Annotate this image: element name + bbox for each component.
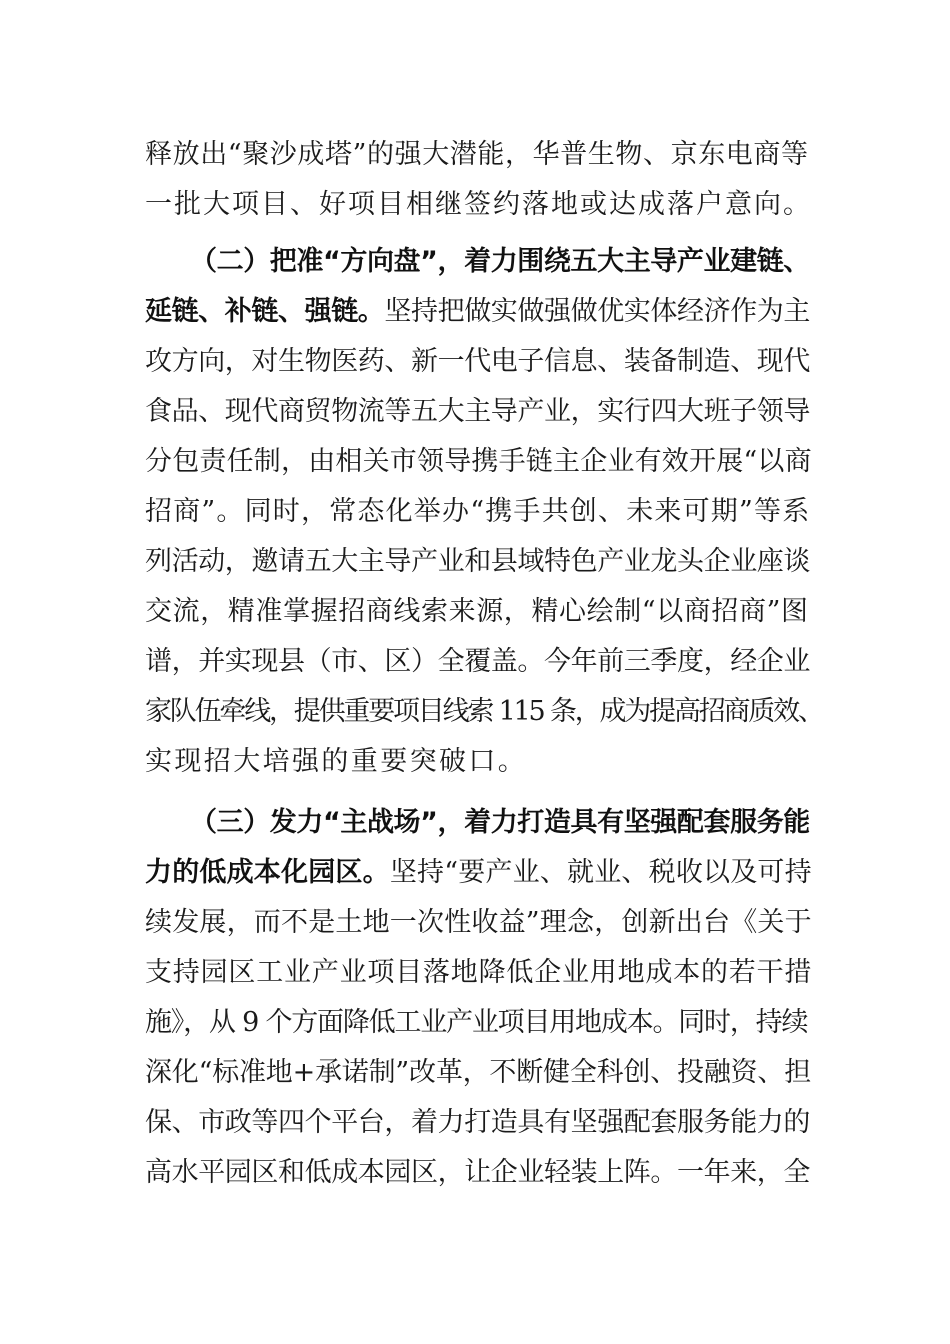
paragraph-line bbox=[145, 138, 809, 172]
line-text: 坚持“要产业、就业、税收以及可持 bbox=[389, 857, 812, 888]
line-text: 一批大项目、好项目相继签约落地或达成落户意向。 bbox=[145, 189, 812, 220]
paragraph-line bbox=[145, 956, 812, 990]
paragraph-line bbox=[145, 395, 810, 429]
paragraph-line bbox=[145, 1006, 807, 1040]
paragraph-line bbox=[145, 295, 810, 329]
line-text: 分包责任制，由相关市领导携手链主企业有效开展“以商 bbox=[145, 446, 812, 477]
line-text: 实现招大培强的重要突破口。 bbox=[145, 746, 528, 777]
line-text: 高水平园区和低成本园区，让企业轻装上阵。一年来，全 bbox=[145, 1157, 810, 1188]
section-heading-line bbox=[190, 806, 810, 840]
paragraph-line bbox=[145, 595, 809, 629]
line-text: 续发展，而不是土地一次性收益”理念，创新出台《关于 bbox=[145, 907, 812, 938]
line-text: 施》，从 9 个方面降低工业产业项目用地成本。同时，持续 bbox=[145, 1007, 808, 1038]
line-text: 谱，并实现县（市、区）全覆盖。今年前三季度，经企业 bbox=[145, 646, 810, 677]
paragraph-line bbox=[145, 1156, 810, 1190]
paragraph-line bbox=[145, 495, 810, 529]
paragraph-line bbox=[145, 906, 812, 940]
section-heading-text: （二）把准“方向盘”，着力围绕五大主导产业建链、 bbox=[190, 246, 810, 277]
line-text: 家队伍牵线，提供重要项目线索 115 条，成为提高招商质效、 bbox=[145, 696, 823, 727]
paragraph-line bbox=[145, 188, 812, 222]
paragraph-line bbox=[145, 856, 812, 890]
line-text: 招商”。同时，常态化举办“携手共创、未来可期”等系 bbox=[145, 496, 811, 527]
line-text: 深化“标准地+承诺制”改革，不断健全科创、投融资、担 bbox=[145, 1057, 812, 1088]
paragraph-line bbox=[145, 445, 812, 479]
section-heading-text: 力的低成本化园区。 bbox=[145, 857, 390, 888]
paragraph-line bbox=[145, 695, 823, 729]
paragraph-line bbox=[145, 745, 527, 779]
section-heading-line bbox=[190, 245, 810, 279]
paragraph-line bbox=[145, 1056, 811, 1090]
line-text: 列活动，邀请五大主导产业和县域特色产业龙头企业座谈 bbox=[145, 546, 810, 577]
line-text: 交流，精准掌握招商线索来源，精心绘制“以商招商”图 bbox=[145, 596, 809, 627]
line-text: 保、市政等四个平台，着力打造具有坚强配套服务能力的 bbox=[145, 1107, 810, 1138]
section-heading-text: （三）发力“主战场”，着力打造具有坚强配套服务能 bbox=[190, 807, 810, 838]
line-text: 坚持把做实做强做优实体经济作为主 bbox=[384, 296, 811, 327]
paragraph-line bbox=[145, 545, 810, 579]
line-text: 支持园区工业产业项目落地降低企业用地成本的若干措 bbox=[145, 957, 813, 988]
section-heading-text: 延链、补链、强链。 bbox=[145, 296, 385, 327]
line-text: 攻方向，对生物医药、新一代电子信息、装备制造、现代 bbox=[145, 346, 810, 377]
line-text: 食品、现代商贸物流等五大主导产业，实行四大班子领导 bbox=[145, 396, 810, 427]
paragraph-line bbox=[145, 345, 810, 379]
paragraph-line bbox=[145, 1106, 810, 1140]
paragraph-line bbox=[145, 645, 810, 679]
line-text: 释放出“聚沙成塔”的强大潜能，华普生物、京东电商等 bbox=[145, 139, 809, 170]
